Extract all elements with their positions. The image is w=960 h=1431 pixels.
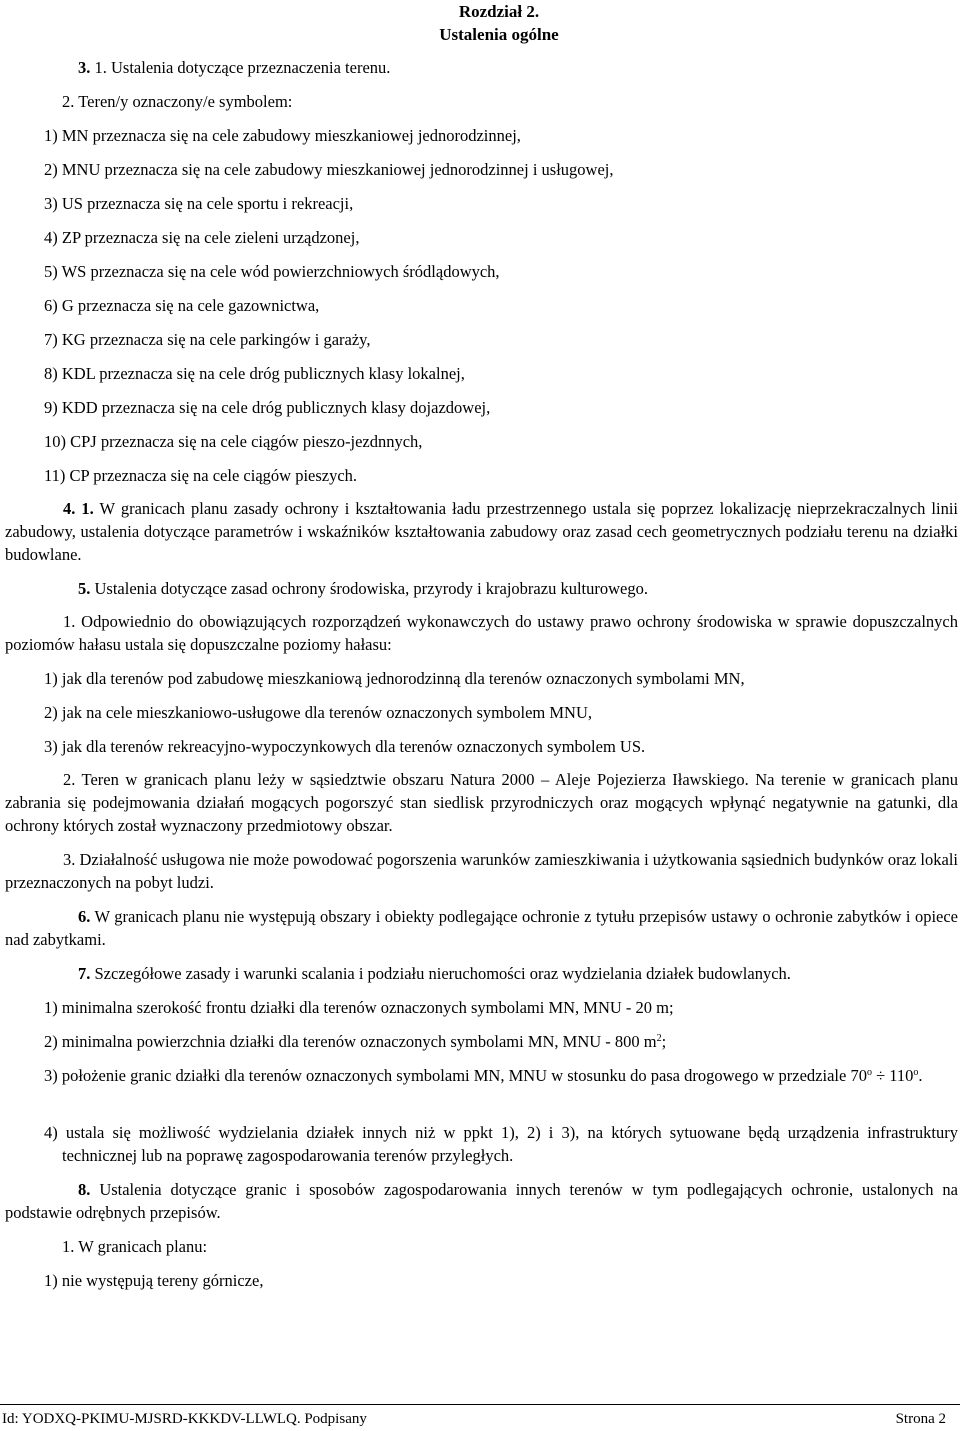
degree-superscript: o [866,1067,872,1078]
section-3-number: 3. [78,58,91,77]
list-item-range: ÷ 110 [871,1066,914,1085]
section-5-paragraph-3: 3. Działalność usługowa nie może powodować pogorszenia warunków zamieszkiwania i użytkowania sąsiednich budynków oraz lokali przeznaczonych na pobyt ludzi. [5,850,958,892]
superscript: 2 [656,1033,662,1044]
list-item-text: 3) położenie granic działki dla terenów oznaczonych symbolami MN, MNU w stosunku do pasa drogowego w przedziale 70 [44,1066,867,1085]
list-item: 2) MNU przeznacza się na cele zabudowy mieszkaniowej jednorodzinnej i usługowej, [44,160,614,179]
list-item: 7) KG przeznacza się na cele parkingów i garaży, [44,330,371,349]
document-id: Id: YODXQ-PKIMU-MJSRD-KKKDV-LLWLQ. Podpisany [2,1411,367,1427]
section-3-title-text: 1. Ustalenia dotyczące przeznaczenia terenu. [94,58,391,77]
section-7-title [78,962,791,985]
list-item: 1) MN przeznacza się na cele zabudowy mieszkaniowej jednorodzinnej, [44,126,521,145]
list-item: 6) G przeznacza się na cele gazownictwa, [44,296,320,315]
list-item: 3) jak dla terenów rekreacyjno-wypoczynkowych dla terenów oznaczonych symbolem US. [44,737,646,756]
list-item: 1) jak dla terenów pod zabudowę mieszkaniową jednorodzinną dla terenów oznaczonych symbolami MN, [44,669,745,688]
section-4-number: 4. 1. [63,499,94,518]
section-8-paragraph [5,1178,958,1224]
list-item-tail: ; [661,1032,667,1051]
section-4-paragraph [5,497,958,566]
section-8-text: Ustalenia dotyczące granic i sposobów zagospodarowania innych terenów w tym podlegających ochronie, ustalonych na podstawie odrębnych przepisów. [5,1180,959,1222]
section-8-paragraph-1: 1. W granicach planu: [62,1237,208,1256]
list-item-text: 2) minimalna powierzchnia działki dla terenów oznaczonych symbolami MN, MNU - 800 m [44,1032,657,1051]
degree-superscript: o [913,1067,919,1078]
list-item [44,1064,958,1087]
chapter-number: Rozdział 2. [458,2,540,21]
section-7-title-text: Szczegółowe zasady i warunki scalania i podziału nieruchomości oraz wydzielania działek budowlanych. [94,964,791,983]
list-item: 5) WS przeznacza się na cele wód powierzchniowych śródlądowych, [44,262,500,281]
section-6-paragraph [5,905,958,951]
list-item: 1) nie występują tereny górnicze, [44,1271,264,1290]
list-item: 9) KDD przeznacza się na cele dróg publicznych klasy dojazdowej, [44,398,491,417]
list-item: 3) US przeznacza się na cele sportu i rekreacji, [44,194,354,213]
list-item: 2) jak na cele mieszkaniowo-usługowe dla terenów oznaczonych symbolem MNU, [44,703,592,722]
section-6-text: W granicach planu nie występują obszary i obiekty podlegające ochronie z tytułu przepisów ustawy o ochronie zabytków i opiece nad zabytkami. [5,907,958,949]
section-4-text: W granicach planu zasady ochrony i kształtowania ładu przestrzennego ustala się poprzez lokalizację nieprzekraczalnych linii zabudowy, ustalenia dotyczące parametrów i wskaźników kształtowania zabudowy oraz zasad cech geometrycznych podziału terenu na działki budowlane. [5,499,959,564]
section-5-number: 5. [78,579,91,598]
section-7-number: 7. [78,964,91,983]
list-item: 11) CP przeznacza się na cele ciągów pieszych. [44,466,358,485]
chapter-heading [424,0,574,46]
list-item: 4) ustala się możliwość wydzielania działek innych niż w ppkt 1), 2) i 3), na których sytuowane będą urządzenia infrastruktury technicznej lub na poprawę zagospodarowania terenów przyległych. [44,1123,958,1165]
footer-divider [0,1404,960,1405]
chapter-title: Ustalenia ogólne [439,25,559,44]
list-item-tail: . [918,1066,923,1085]
list-item: 8) KDL przeznacza się na cele dróg publicznych klasy lokalnej, [44,364,465,383]
section-5-paragraph-1: 1. Odpowiednio do obowiązujących rozporządzeń wykonawczych do ustawy prawo ochrony środowiska w sprawie dopuszczalnych poziomów hałasu ustala się dopuszczalne poziomy hałasu: [5,612,958,654]
section-3-paragraph-2: 2. Teren/y oznaczony/e symbolem: [62,92,293,111]
page-number: Strona 2 [895,1411,946,1427]
list-item: 1) minimalna szerokość frontu działki dla terenów oznaczonych symbolami MN, MNU - 20 m; [44,998,674,1017]
list-item [44,1030,666,1053]
section-3-title [78,56,390,79]
section-5-title [78,577,648,600]
section-8-number: 8. [78,1180,91,1199]
list-item: 10) CPJ przeznacza się na cele ciągów pieszo-jezdnnych, [44,432,423,451]
section-6-number: 6. [78,907,91,926]
section-5-paragraph-2: 2. Teren w granicach planu leży w sąsiedztwie obszaru Natura 2000 – Aleje Pojezierza Iławskiego. Na terenie w granicach planu zabrania się podejmowania działań mogących pogorszyć stan siedlisk przyrodniczych oraz mogących wpłynąć negatywnie na gatunki, dla ochrony których został wyznaczony przedmiotowy obszar. [5,770,958,835]
section-5-title-text: Ustalenia dotyczące zasad ochrony środowiska, przyrody i krajobrazu kulturowego. [94,579,648,598]
list-item: 4) ZP przeznacza się na cele zieleni urządzonej, [44,228,360,247]
